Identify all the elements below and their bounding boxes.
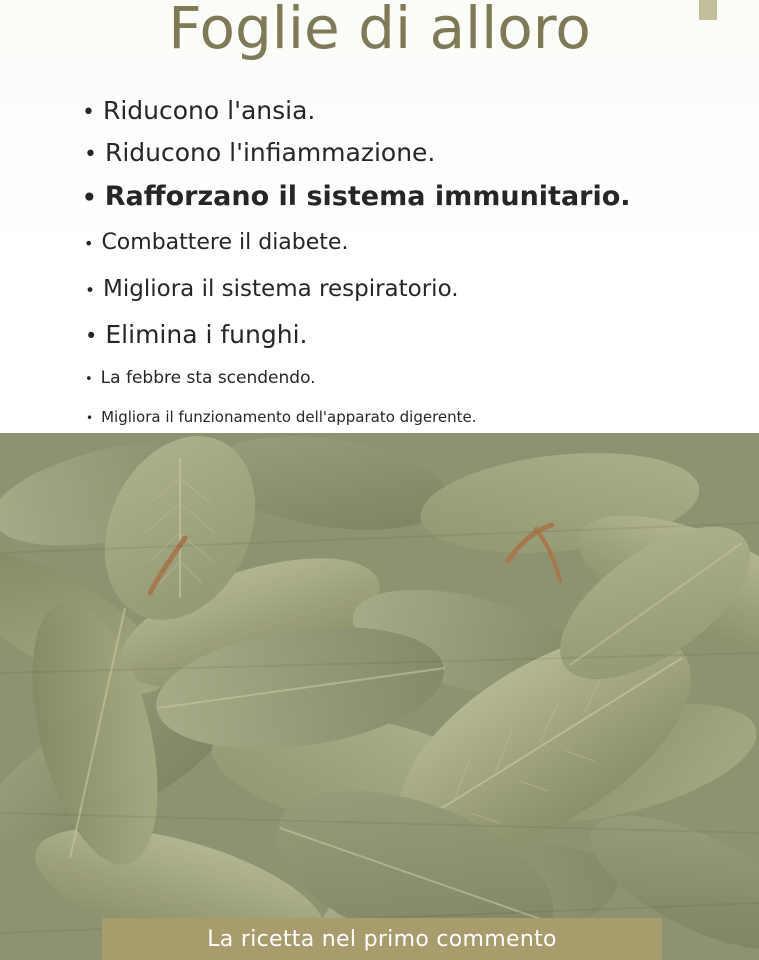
benefit-list <box>0 88 759 433</box>
list-item-label: Elimina i funghi. <box>105 320 308 349</box>
list-item-label: Rafforzano il sistema immunitario. <box>104 181 631 212</box>
list-item <box>84 138 435 167</box>
list-item <box>82 181 631 212</box>
bullet-icon: • <box>85 372 93 387</box>
list-item <box>84 230 348 255</box>
list-item-label: La febbre sta scendendo. <box>100 368 316 388</box>
list-item-label: Migliora il funzionamento dell'apparato digerente. <box>101 408 477 426</box>
bullet-icon: • <box>82 185 97 211</box>
footer-banner[interactable] <box>102 918 662 960</box>
bullet-icon: • <box>85 281 96 301</box>
list-item-label: Migliora il sistema respiratorio. <box>103 276 459 302</box>
bullet-icon: • <box>86 411 94 425</box>
list-item <box>86 408 477 426</box>
bullet-icon: • <box>84 142 97 167</box>
page-title: Foglie di alloro <box>168 0 591 62</box>
list-item-label: Riducono l'infiammazione. <box>104 138 436 167</box>
footer-label: La ricetta nel primo commento <box>207 926 557 952</box>
list-item <box>85 276 459 302</box>
list-item-label: Riducono l'ansia. <box>102 96 316 125</box>
title-container <box>0 0 759 88</box>
list-item-label: Combattere il diabete. <box>101 230 349 255</box>
bullet-icon: • <box>84 234 94 253</box>
bullet-icon: • <box>85 324 98 348</box>
list-item <box>85 320 307 349</box>
list-item <box>85 368 316 388</box>
list-item <box>82 96 315 125</box>
bullet-icon: • <box>82 100 95 125</box>
bay-leaves-photo <box>0 433 759 960</box>
